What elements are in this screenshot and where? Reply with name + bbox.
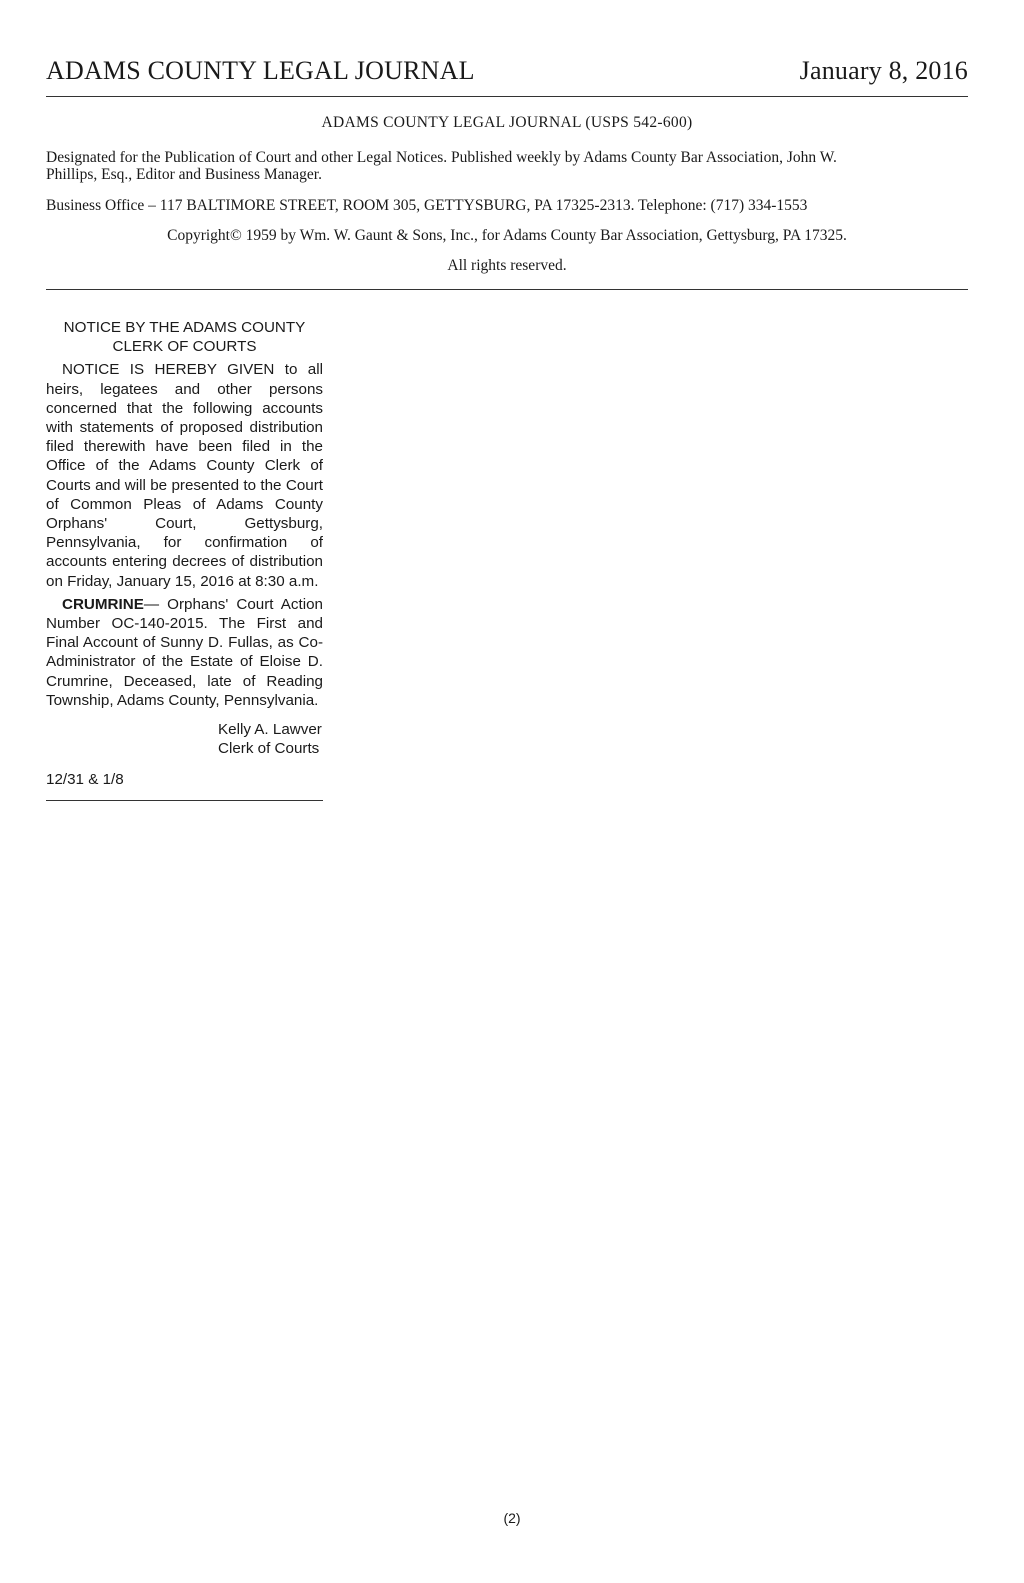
header-divider <box>46 96 968 97</box>
masthead-rights: All rights reserved. <box>447 257 567 274</box>
signature-block <box>46 720 323 758</box>
masthead-copyright: Copyright© 1959 by Wm. W. Gaunt & Sons, Inc., for Adams County Bar Association, Gettysburg, PA 17325. <box>167 227 847 244</box>
run-dates: 12/31 & 1/8 <box>46 771 124 789</box>
signature-name: Kelly A. Lawver <box>218 721 322 739</box>
notice-body: NOTICE IS HEREBY GIVEN to all heirs, legatees and other persons concerned that the following accounts with statements of proposed distribution filed therewith have been filed in the Office of the Adams County Clerk of Courts and will be presented to the Court of Common Pleas of Adams County Orphans' Court, Gettysburg, Pennsylvania, for confirmation of accounts entering decrees of distribution on Friday, January 15, 2016 at 8:30 a.m. <box>46 361 323 590</box>
estate-entry <box>46 595 323 710</box>
masthead-designation: Designated for the Publication of Court and other Legal Notices. Published weekly by Adams County Bar Association, John W. Phillips, Esq., Editor and Business Manager. <box>46 149 837 183</box>
notice-heading-line1: NOTICE BY THE ADAMS COUNTY <box>63 319 306 336</box>
signature-title: Clerk of Courts <box>218 740 320 758</box>
running-head <box>46 56 968 86</box>
page-number: (2) <box>503 1510 521 1526</box>
notice-end-divider <box>46 800 323 801</box>
issue-date: January 8, 2016 <box>799 56 968 85</box>
masthead-title: ADAMS COUNTY LEGAL JOURNAL (USPS 542-600) <box>321 114 693 131</box>
clerk-notice <box>46 318 323 801</box>
estate-entry-text: — Orphans' Court Action Number OC-140-2015. The First and Final Account of Sunny D. Fullas, as Co-Administrator of the Estate of Eloise D. Crumrine, Deceased, late of Reading Township, Adams County, Pennsylvania. <box>46 595 323 709</box>
masthead-divider <box>46 289 968 290</box>
journal-title: ADAMS COUNTY LEGAL JOURNAL <box>46 56 475 85</box>
notice-heading-line2: CLERK OF COURTS <box>112 338 257 356</box>
notice-heading <box>46 318 323 356</box>
estate-name: CRUMRINE <box>62 595 144 613</box>
masthead-business-office: Business Office – 117 BALTIMORE STREET, ROOM 305, GETTYSBURG, PA 17325-2313. Telephone: (717) 334-1553 <box>46 197 808 214</box>
masthead <box>46 114 968 274</box>
